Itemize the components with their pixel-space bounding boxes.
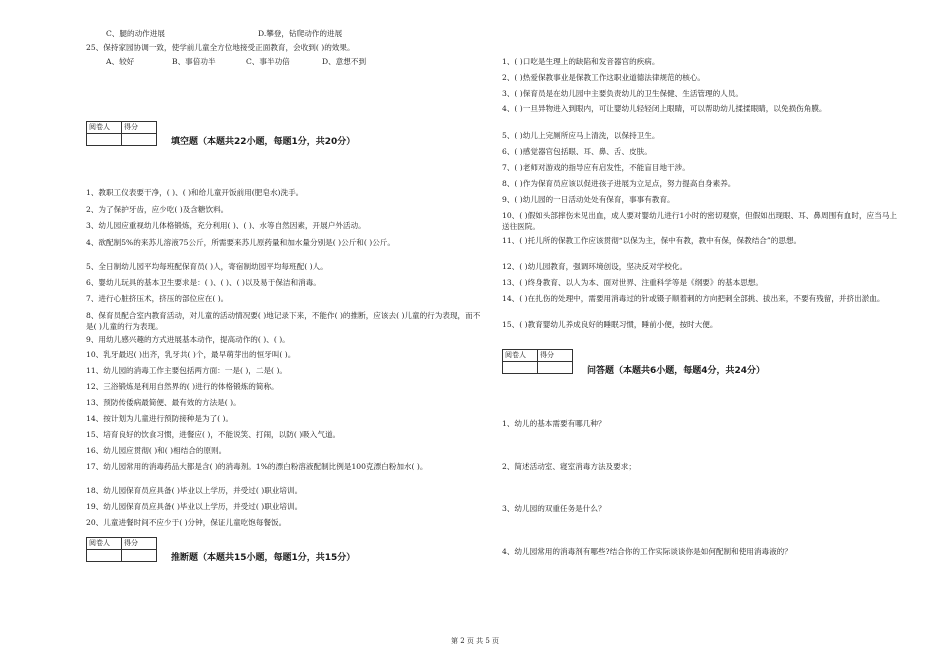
judge-section-title: 推断题（本题共15小题，每题1分，共15分） xyxy=(171,553,356,563)
option-c: C、腿的动作进展 xyxy=(106,29,165,38)
fill-item-9: 9、用幼儿感兴趣的方式进展基本动作，提高动作的( )、( )。 xyxy=(86,335,290,344)
fill-item-16: 16、幼儿园应贯彻( )和( )相结合的原则。 xyxy=(86,446,227,455)
judge-item-7: 7、( )老师对游戏的指导应有启发性，不能盲目地干涉。 xyxy=(502,163,690,172)
judge-score-box xyxy=(86,537,157,562)
judge-item-8: 8、( )作为保育员应该以促进孩子进展为立足点，努力提高自身素养。 xyxy=(502,179,736,188)
page-footer: 第 2 页 共 5 页 xyxy=(450,637,500,645)
fill-item-8: 8、保育员配合室内教育活动，对儿童的活动情况要( )地记录下来，不能作( )的推断，应该去( )儿童的行为表现，而不是( )儿童的行为表现。 xyxy=(86,311,481,331)
fill-item-11: 11、幼儿园的消毒工作主要包括两方面：一是( )，二是( )。 xyxy=(86,366,287,375)
fill-section-title: 填空题（本题共22小题，每题1分，共20分） xyxy=(171,137,356,147)
fill-item-19: 19、幼儿园保育员应具备( )毕业以上学历，并受过( )职业培训。 xyxy=(86,502,303,511)
fill-item-5: 5、全日制幼儿园平均每班配保育员( )人，寄宿制幼园平均每班配( )人。 xyxy=(86,262,328,271)
q25-option-b: B、事倍功半 xyxy=(172,57,216,66)
judge-item-1: 1、( )口吃是生理上的缺陷和发音器官的疾病。 xyxy=(502,57,660,66)
qa-item-2: 2、简述活动室、寝室消毒方法及要求； xyxy=(502,462,636,471)
judge-item-4: 4、( )一旦异物进入到眼内，可让婴幼儿轻轻闭上眼睛，可以帮助幼儿揉揉眼睛，以免损伤角膜。 xyxy=(502,104,827,113)
judge-item-5: 5、( )幼儿上完厕所应马上清洗，以保持卫生。 xyxy=(502,131,660,140)
fill-item-18: 18、幼儿园保育员应具备( )毕业以上学历，并受过( )职业培训。 xyxy=(86,486,303,495)
judge-item-6: 6、( )感觉器官包括眼、耳、鼻、舌、皮肤。 xyxy=(502,147,652,156)
fill-item-4: 4、欲配制5%的来苏儿溶液75公斤，所需要来苏儿原药量和加水量分别是( )公斤和( )公斤。 xyxy=(86,238,395,247)
reviewer-cell[interactable] xyxy=(87,550,122,562)
judge-item-15: 15、( )教育婴幼儿养成良好的睡眠习惯，睡前小便，按时大便。 xyxy=(502,320,718,329)
qa-item-4: 4、幼儿园常用的消毒剂有哪些?结合你的工作实际谈谈你是如何配制和使用消毒液的？ xyxy=(502,547,792,556)
fill-item-3: 3、幼儿园应重视幼儿体格锻炼，充分利用( )、( )、水等自然因素，开展户外活动。 xyxy=(86,221,366,230)
score-label: 得分 xyxy=(538,350,573,362)
qa-score-box xyxy=(502,349,573,374)
reviewer-cell[interactable] xyxy=(503,362,538,374)
reviewer-label: 阅卷人 xyxy=(87,538,122,550)
judge-item-9: 9、( )幼儿园的一日活动处处有保育，事事有教育。 xyxy=(502,195,675,204)
fill-item-17: 17、幼儿园常用的消毒药品大都是含( )的消毒剂。1%的漂白粉溶液配制比例是100克漂白粉加水( )。 xyxy=(86,462,428,471)
fill-item-20: 20、儿童进餐时间不应少于( )分钟，保证儿童吃饱每餐饭。 xyxy=(86,518,287,527)
fill-item-12: 12、三浴锻炼是利用自然界的( )进行的体格锻炼的简称。 xyxy=(86,382,279,391)
judge-item-14: 14、( )在扎伤的处理中，需要用消毒过的针或镊子顺着刺的方向把刺全部挑、拔出来，不要有残留，并挤出淤血。 xyxy=(502,294,885,303)
judge-item-3: 3、( )保育员是在幼儿园中主要负责幼儿的卫生保健、生活管理的人员。 xyxy=(502,89,743,98)
judge-item-11: 11、( )托儿所的保教工作应该贯彻“以保为主，保中有教，教中有保，保教结合”的思想。 xyxy=(502,236,802,245)
q25-option-d: D、意想不到 xyxy=(322,57,367,66)
judge-item-13: 13、( )终身教育、以人为本、面对世界、注重科学等是《纲要》的基本思想。 xyxy=(502,278,763,287)
fill-item-15: 15、培育良好的饮食习惯，进餐应( )，不能说笑、打闹，以防( )吸入气道。 xyxy=(86,430,341,439)
judge-item-2: 2、( )热爱保教事业是保教工作这职业道德法律规范的核心。 xyxy=(502,73,706,82)
score-label: 得分 xyxy=(122,538,157,550)
qa-item-3: 3、幼儿园的双重任务是什么？ xyxy=(502,504,606,513)
option-d: D.攀登，钻爬动作的进展 xyxy=(258,29,343,38)
reviewer-label: 阅卷人 xyxy=(503,350,538,362)
q25-option-a: A、较好 xyxy=(106,57,135,66)
score-label: 得分 xyxy=(122,122,157,134)
q25-option-c: C、事半功倍 xyxy=(246,57,290,66)
fill-item-7: 7、进行心脏挤压术，挤压的部位应在( )。 xyxy=(86,294,229,303)
fill-item-2: 2、为了保护牙齿，应少吃( )及含糖饮料。 xyxy=(86,205,229,214)
question-25: 25、保持家园协调一致，使学前儿童全方位地接受正面教育，会收到( )的效果。 xyxy=(86,43,355,52)
fill-item-10: 10、乳牙最迟( )出齐，乳牙共( )个，最早萌芽出的恒牙叫( )。 xyxy=(86,350,296,359)
reviewer-cell[interactable] xyxy=(87,134,122,146)
score-cell[interactable] xyxy=(122,550,157,562)
reviewer-label: 阅卷人 xyxy=(87,122,122,134)
qa-item-1: 1、幼儿的基本需要有哪几种？ xyxy=(502,419,606,428)
score-cell[interactable] xyxy=(122,134,157,146)
judge-item-10: 10、( )假如头部摔伤未见出血，成人要对婴幼儿进行1小时的密切观察，但假如出现眼、耳、鼻周围有血时，应当马上送往医院。 xyxy=(502,211,897,231)
qa-section-title: 问答题（本题共6小题，每题4分，共24分） xyxy=(587,366,766,376)
score-cell[interactable] xyxy=(538,362,573,374)
fill-item-13: 13、预防传倭病最简便、最有效的方法是( )。 xyxy=(86,398,241,407)
fill-item-6: 6、婴幼儿玩具的基本卫生要求是：( )、( )、( )以及易于保洁和消毒。 xyxy=(86,278,321,287)
judge-item-12: 12、( )幼儿园教育，强调环境创设，坚决反对学校化。 xyxy=(502,262,688,271)
fill-item-14: 14、按计划为儿童进行预防接种是为了( )。 xyxy=(86,414,234,423)
fill-item-1: 1、教职工仪表要干净，( )、( )和给儿童开饭前用(肥皂水)洗手。 xyxy=(86,188,304,197)
fill-score-box xyxy=(86,121,157,146)
